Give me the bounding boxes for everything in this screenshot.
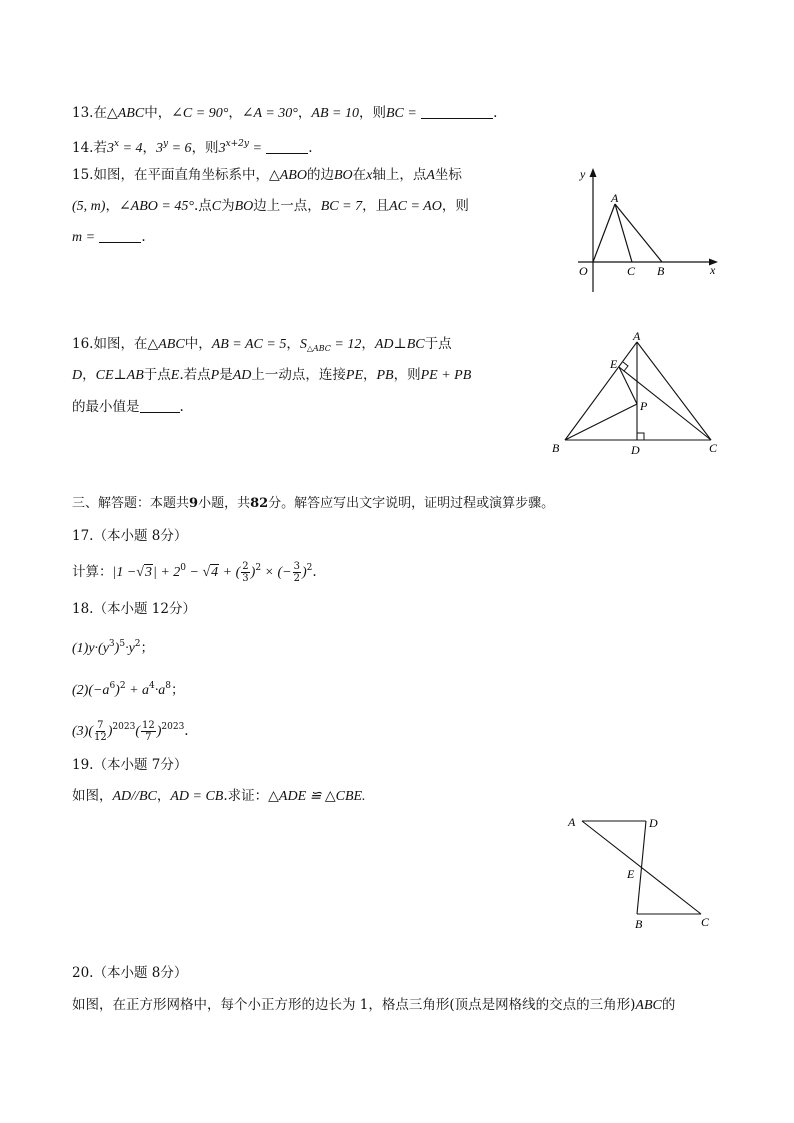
label-C: C — [627, 264, 636, 278]
q13-number: 13. — [72, 105, 94, 121]
label-D: D — [631, 443, 640, 457]
figure-15-coordinate-plane — [560, 160, 730, 300]
question-16-line-1: 16.如图，在△ABC中，AB = AC = 5，$S_{\triangle ABC} = 12$，AD⊥BC于点 — [72, 336, 452, 353]
question-15-line-3: m = . — [72, 229, 146, 245]
fraction-12-7: $\frac{12}{7}$ — [141, 720, 155, 743]
question-19-statement: 如图，AD//BC，AD = CB.求证：△ADE ≌ △CBE. — [72, 788, 366, 804]
segment-AB — [615, 204, 662, 262]
right-angle-mark-D — [637, 433, 644, 440]
fraction-3-2: $\frac{3}{2}$ — [293, 561, 300, 584]
fraction-2-3: $\frac{2}{3}$ — [242, 561, 249, 584]
segment-OA — [593, 204, 615, 262]
question-17-header: 17.（本小题 8分） — [72, 528, 188, 544]
label-E: E — [627, 867, 635, 881]
figure-19-crossed-triangles — [560, 808, 720, 938]
segment-AC — [637, 342, 711, 440]
segment-PB — [565, 404, 637, 440]
segment-CE — [619, 367, 711, 440]
section-3-header: 三、解答题：本题共9小题，共82分。解答应写出文字说明，证明过程或演算步骤。 — [72, 496, 555, 511]
question-15-line-1: 15.如图，在平面直角坐标系中，△ABO的边BO在x轴上，点A坐标 — [72, 167, 462, 183]
question-20-header: 20.（本小题 8分） — [72, 965, 188, 981]
question-17-expression: 计算：$|1 -√3| + 2^0 - √4$ + ( $\frac{2}{3}$ )$^2$ × (− $\frac{3}{2}$ )$^2$. — [72, 561, 317, 584]
figure-16-triangle — [545, 330, 730, 460]
label-A: A — [611, 191, 619, 205]
question-16-line-2: D，CE⊥AB于点E.若点P是AD上一动点，连接PE，PB，则PE + PB — [72, 367, 472, 383]
segment-AB — [565, 342, 637, 440]
answer-blank-15[interactable] — [99, 228, 141, 243]
question-15-line-2: (5, m)，∠ABO = 45°.点C为BO边上一点，BC = 7，且AC = AO，则 — [72, 198, 469, 214]
question-18-header: 18.（本小题 12分） — [72, 601, 196, 617]
label-D: D — [649, 816, 658, 830]
label-B: B — [552, 441, 560, 455]
y-axis-arrow — [590, 168, 597, 177]
segment-AC — [615, 204, 632, 262]
question-19-header: 19.（本小题 7分） — [72, 757, 188, 773]
label-E: E — [610, 357, 618, 371]
answer-blank-13[interactable] — [421, 104, 493, 119]
label-A: A — [633, 330, 641, 343]
label-x: x — [710, 263, 716, 277]
question-16-line-3: 的最小值是 . — [72, 399, 184, 415]
label-B: B — [657, 264, 665, 278]
label-O: O — [579, 264, 588, 278]
question-18-item-2: $(2)(-a^6)^2 + a^4\cdot a^8$； — [72, 681, 185, 698]
answer-blank-14[interactable] — [266, 139, 308, 154]
label-C: C — [709, 441, 718, 455]
label-P: P — [640, 399, 648, 413]
question-18-item-3: (3)( $\frac{7}{12}$ )$^{2023}$( $\frac{12}{7}$ )$^{2023}$. — [72, 720, 189, 743]
segment-PE — [619, 367, 637, 404]
label-C: C — [701, 915, 710, 929]
question-14: 14.若$3^x = 4$，$3^y = 6$，则$3^{x+2y}$ = . — [72, 139, 313, 156]
question-20-statement: 如图，在正方形网格中，每个小正方形的边长为 1，格点三角形(顶点是网格线的交点的三角形)ABC的 — [72, 997, 676, 1013]
question-13: 13.在△ABC中，∠C = 90°，∠A = 30°，AB = 10，则BC = . — [72, 105, 498, 121]
segment-DB — [637, 821, 646, 914]
fraction-7-12: $\frac{7}{12}$ — [94, 720, 107, 743]
question-18-item-1: $(1)y\cdot(y^3)^5\cdot y^2$； — [72, 639, 155, 656]
label-A: A — [568, 815, 576, 829]
label-y: y — [580, 167, 586, 181]
answer-blank-16[interactable] — [140, 398, 180, 413]
label-B: B — [635, 917, 643, 931]
right-angle-mark-E — [623, 362, 628, 371]
